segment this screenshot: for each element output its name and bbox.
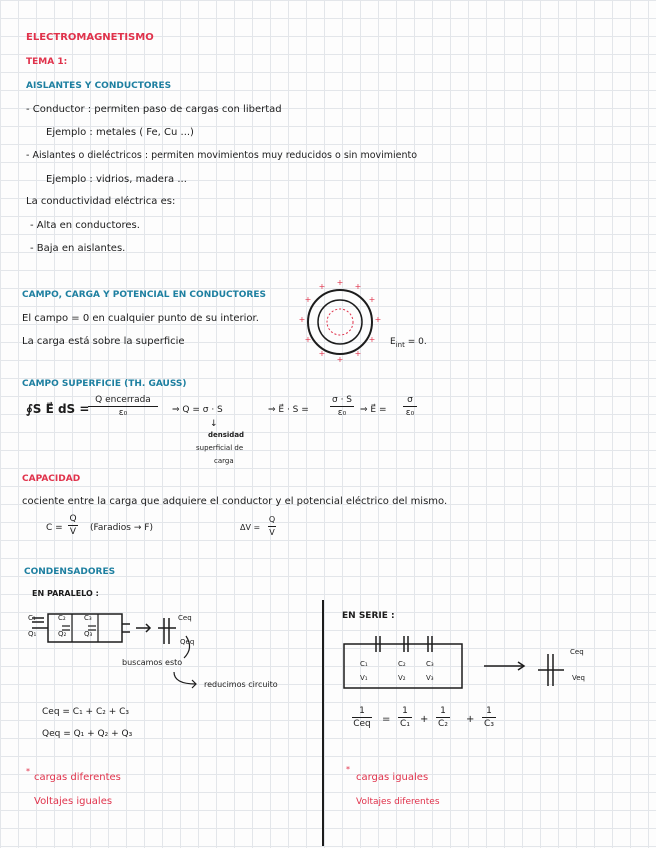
- capacitance-lhs: C =: [46, 523, 63, 533]
- qeq-parallel-formula: Qeq = Q₁ + Q₂ + Q₃: [42, 729, 133, 739]
- capacidad-definition: cociente entre la carga que adquiere el conductor y el potencial eléctrico del mismo.: [22, 496, 448, 507]
- density-label-2: superficial de: [196, 444, 244, 452]
- section-heading-capacidad: CAPACIDAD: [22, 474, 81, 484]
- topic-label: TEMA 1:: [26, 57, 68, 67]
- campo-line-2: La carga está sobre la superficie: [22, 336, 185, 347]
- serie-note-2: Voltajes diferentes: [356, 797, 440, 807]
- gauss-numerator: Q encerrada: [95, 395, 151, 405]
- section-heading-aislantes: AISLANTES Y CONDUCTORES: [26, 81, 172, 91]
- gauss-denominator-3: ε₀: [405, 408, 415, 418]
- svg-text:+: +: [374, 315, 382, 324]
- delta-v-numerator: Q: [268, 515, 276, 524]
- gauss-numerator-3: σ: [407, 395, 413, 405]
- svg-text:+: +: [318, 349, 326, 358]
- conductividad-line: La conductividad eléctrica es:: [26, 196, 176, 207]
- series-lhs-fraction: [352, 706, 372, 729]
- ser-v3: V₃: [426, 674, 434, 682]
- ser-c2: C₂: [398, 660, 406, 668]
- ser-veq: Veq: [572, 674, 585, 682]
- campo-line-1: El campo = 0 en cualquier punto de su interior.: [22, 313, 259, 324]
- gauss-fraction-2: [330, 395, 354, 418]
- conductor-line: - Conductor : permiten paso de cargas con libertad: [26, 104, 282, 115]
- paralelo-label: EN PARALELO :: [32, 589, 99, 598]
- e-int-label: [390, 336, 427, 349]
- svg-text:+: +: [354, 349, 362, 358]
- svg-text:+: +: [304, 295, 312, 304]
- column-divider: [322, 600, 324, 846]
- gauss-numerator-2: σ · S: [332, 395, 352, 405]
- e-int-value: = 0.: [407, 337, 427, 347]
- svg-text:+: +: [298, 315, 306, 324]
- gauss-fraction-1: [88, 395, 158, 418]
- alta-line: - Alta en conductores.: [30, 220, 140, 231]
- svg-text:+: +: [318, 282, 326, 291]
- par-ceq: Ceq: [178, 614, 192, 622]
- par-qeq: Qeq: [180, 638, 195, 646]
- gauss-e: ⇒ E⃗ =: [360, 405, 387, 415]
- section-heading-gauss: CAMPO SUPERFICIE (TH. GAUSS): [22, 379, 187, 389]
- density-label-3: carga: [214, 457, 234, 465]
- gauss-q-sigma: ⇒ Q = σ · S: [172, 405, 223, 415]
- svg-text:+: +: [336, 278, 344, 287]
- svg-text:+: +: [304, 335, 312, 344]
- series-term-3-denominator: C₃: [484, 719, 494, 729]
- parallel-circuit-diagram: [24, 608, 124, 648]
- reducimos-note: reducimos circuito: [204, 680, 278, 689]
- density-label-1: densidad: [208, 431, 245, 439]
- ser-c1: C₁: [360, 660, 368, 668]
- aislantes-line: - Aislantes o dieléctricos : permiten movimientos muy reducidos o sin movimiento: [26, 150, 418, 161]
- series-term-1-denominator: C₁: [400, 719, 410, 729]
- gauss-denominator: ε₀: [118, 408, 128, 418]
- paralelo-note-1: cargas diferentes: [34, 772, 121, 783]
- series-term-2-denominator: C₂: [438, 719, 448, 729]
- par-c1: C₁: [28, 614, 36, 622]
- svg-text:+: +: [354, 282, 362, 291]
- page-title: ELECTROMAGNETISMO: [26, 32, 154, 43]
- series-plus-2: +: [466, 714, 475, 725]
- series-term-2-numerator: 1: [440, 706, 446, 716]
- reduce-arrow-icon: [170, 672, 200, 690]
- serie-label: EN SERIE :: [342, 611, 395, 621]
- capacitance-fraction: [68, 514, 78, 537]
- series-lhs-denominator: Ceq: [353, 719, 371, 729]
- par-q3: Q₃: [84, 630, 93, 638]
- serie-note-mark: *: [346, 765, 350, 774]
- ser-c3: C₃: [426, 660, 434, 668]
- par-c2: C₂: [58, 614, 66, 622]
- paralelo-note-2: Voltajes iguales: [34, 796, 113, 807]
- gauss-fraction-3: [403, 395, 417, 418]
- series-term-3-numerator: 1: [486, 706, 492, 716]
- gauss-denominator-2: ε₀: [337, 408, 347, 418]
- ser-v1: V₁: [360, 674, 368, 682]
- conductor-sphere-diagram: [298, 280, 382, 364]
- delta-v-lhs: ΔV =: [240, 523, 261, 532]
- delta-v-denominator: V: [269, 528, 275, 537]
- svg-text:+: +: [368, 335, 376, 344]
- gauss-es: ⇒ E⃗ · S =: [268, 405, 309, 415]
- par-c3: C₃: [84, 614, 92, 622]
- aislantes-example: Ejemplo : vidrios, madera ...: [46, 174, 187, 185]
- paralelo-note-mark: *: [26, 767, 30, 776]
- density-arrow: ↓: [210, 419, 218, 429]
- svg-text:+: +: [336, 355, 344, 364]
- series-term-2: [436, 706, 450, 729]
- series-equals: =: [382, 714, 391, 725]
- series-term-1: [398, 706, 412, 729]
- ser-v2: V₂: [398, 674, 406, 682]
- baja-line: - Baja en aislantes.: [30, 243, 126, 254]
- par-q2: Q₂: [58, 630, 67, 638]
- series-lhs-numerator: 1: [359, 706, 365, 716]
- svg-text:+: +: [368, 295, 376, 304]
- gauss-integral: ∮S E⃗ dS =: [26, 402, 90, 416]
- serie-note-1: cargas iguales: [356, 772, 429, 783]
- series-plus-1: +: [420, 714, 429, 725]
- section-heading-condensadores: CONDENSADORES: [24, 567, 116, 577]
- conductor-example: Ejemplo : metales ( Fe, Cu ...): [46, 127, 194, 138]
- e-vector-symbol: E: [390, 337, 396, 347]
- delta-v-fraction: [268, 515, 276, 538]
- buscamos-note: buscamos esto: [122, 658, 183, 667]
- series-term-3: [482, 706, 496, 729]
- ser-ceq: Ceq: [570, 648, 584, 656]
- capacitance-denominator: V: [69, 527, 77, 537]
- series-equivalent-icon: [484, 650, 574, 690]
- capacitance-units: (Faradios → F): [90, 523, 153, 533]
- section-heading-campo: CAMPO, CARGA Y POTENCIAL EN CONDUCTORES: [22, 290, 266, 300]
- series-term-1-numerator: 1: [402, 706, 408, 716]
- e-int-subscript: int: [395, 340, 405, 349]
- par-q1: Q₁: [28, 630, 37, 638]
- capacitance-numerator: Q: [69, 514, 77, 524]
- ceq-parallel-formula: Ceq = C₁ + C₂ + C₃: [42, 707, 129, 717]
